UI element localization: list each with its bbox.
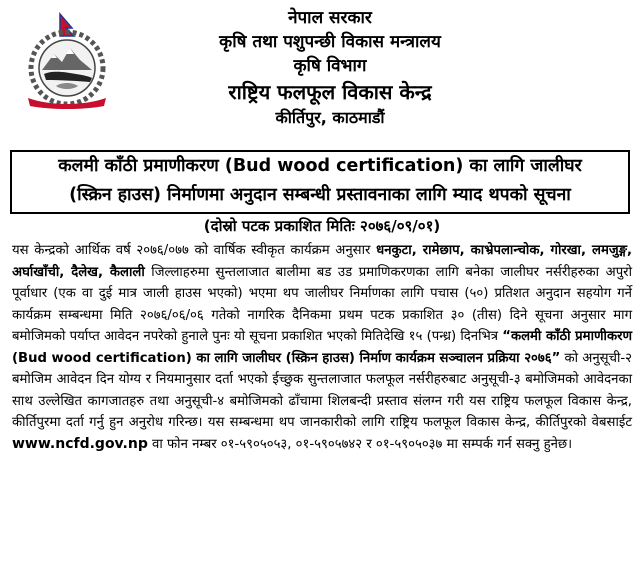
nepal-government-emblem-icon — [20, 10, 115, 110]
body-part2: जिल्लाहरुमा सुन्तलाजात बालीमा बड उड प्रमाणिकरणका लागि बनेका जालीघर नर्सरीहरुका अपुरो पूर्वाधार (एक वा दुई मात्र जाली हाउस भएको) भएमा थप जालीघर निर्माणका लागि पचास (५०) प्रतिशत अनुदान सहयोग गर्ने कार्यक्रम सम्बन्धमा मिति २०७६/०६/०६ गतेको नागरिक दैनिकमा प्रथम पटक प्रकाशित ३० (तीस) दिने सूचना अनुसार माग बमोजिमको पर्याप्त आवेदन नपरेको हुनाले पुनः यो सूचना प्रकाशित भएको मितिदेखि १५ (पन्ध्र) दिनभित्र — [12, 264, 632, 344]
body-part1: यस केन्द्रको आर्थिक वर्ष २०७६/०७७ को वार्षिक स्वीकृत कार्यक्रम अनुसार — [12, 243, 377, 258]
ministry-name: कृषि तथा पशुपन्छी विकास मन्त्रालय — [219, 32, 441, 52]
district-list: धनकुटा, रामेछाप, काभ्रेपलान्चोक, गोरखा, लमजुङ्ग, अर्घाखाँची, दैलेख, कैलाली — [12, 243, 632, 280]
body-part4: वा फोन नम्बर ०१-५९०५०५३, ०१-५९०५७४२ र ०१-५९०५०३७ मा सम्पर्क गर्न सक्नु हुनेछ। — [147, 436, 573, 452]
government-name: नेपाल सरकार — [288, 8, 372, 28]
publication-date: (दोस्रो पटक प्रकाशित मितिः २०७६/०९/०१) — [203, 217, 441, 235]
procedure-title: “कलमी काँठी प्रमाणीकरण (Bud wood certification) का लागि जालीघर (स्क्रिन हाउस) निर्माण कार्यक्रम सञ्चालन प्रक्रिया २०७६” — [12, 329, 632, 366]
body-part3: को अनुसूची-२ बमोजिम आवेदन दिन योग्य र नियमानुसार दर्ता भएको ईच्छुक सुन्तलाजात फलफूल नर्सरीहरुबाट अनुसूची-३ बमोजिमको आवेदनका साथ उल्लेखित कागजातहरु तथा अनुसूची-४ बमोजिमको ढाँचामा शिलबन्दी प्रस्ताव संलग्न गरी यस राष्ट्रिय फलफूल विकास केन्द्र, कीर्तिपुरमा दर्ता गर्नु हुन अनुरोध गरिन्छ। यस सम्बन्धमा थप जानकारीको लागि राष्ट्रिय फलफूल विकास केन्द्र, कीर्तिपुरको वेबसाईट — [12, 350, 632, 430]
center-location: कीर्तिपुर, काठमाडौं — [275, 108, 385, 127]
notice-title-box — [10, 150, 630, 214]
notice-title-line2: (स्क्रिन हाउस) निर्माणमा अनुदान सम्बन्धी प्रस्तावनाका लागि म्याद थपको सूचना — [69, 185, 571, 205]
header — [120, 6, 540, 130]
notice-paragraph — [12, 240, 632, 455]
website-link[interactable]: www.ncfd.gov.np — [12, 435, 148, 452]
notice-title-line1: कलमी काँठी प्रमाणीकरण (Bud wood certification) का लागि जालीघर — [58, 156, 582, 176]
center-name: राष्ट्रिय फलफूल विकास केन्द्र — [228, 80, 432, 104]
notice-body — [12, 240, 632, 455]
department-name: कृषि विभाग — [293, 56, 367, 76]
